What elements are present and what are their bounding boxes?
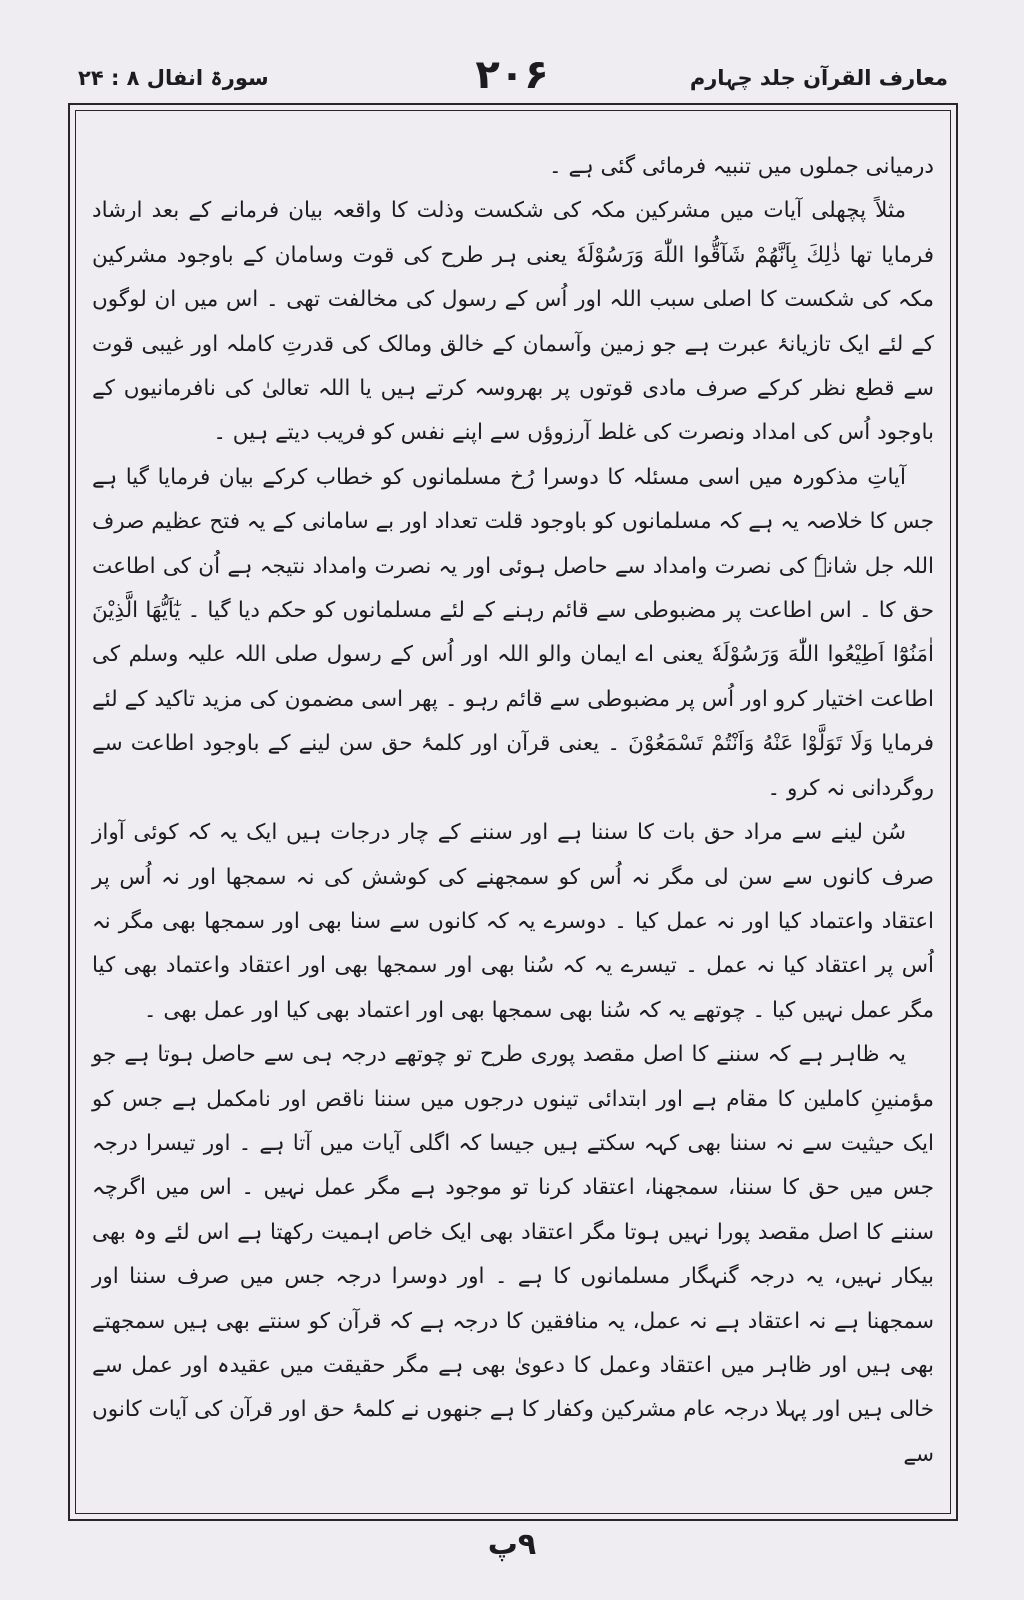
paragraph-4: سُن لینے سے مراد حق بات کا سننا ہے اور سننے کے چار درجات ہیں ایک یہ کہ کوئی آواز صرف کانوں سے سن لی مگر نہ اُس کو سمجھنے کی کوشش کی نہ سمجھا اور نہ اُس پر اعتقاد واعتماد کیا اور نہ عمل کیا ۔ دوسرے یہ کہ کانوں سے سنا بھی اور سمجھا بھی مگر نہ اُس پر اعتقاد کیا نہ عمل ۔ تیسرے یہ کہ سُنا بھی اور سمجھا بھی اور اعتقاد واعتماد بھی کیا مگر عمل نہیں کیا ۔ چوتھے یہ کہ سُنا بھی سمجھا بھی اور اعتماد بھی کیا اور عمل بھی ۔ xyxy=(92,820,934,1023)
paragraph-5: یہ ظاہر ہے کہ سننے کا اصل مقصد پوری طرح تو چوتھے درجہ ہی سے حاصل ہوتا ہے جو مؤمنینِ کاملین کا مقام ہے اور ابتدائی تینوں درجوں میں سننا ناقص اور نامکمل ہے جس کو ایک حیثیت سے نہ سننا بھی کہہ سکتے ہیں جیسا کہ اگلی آیات میں آتا ہے ۔ اور تیسرا درجہ جس میں حق کا سننا، سمجھنا، اعتقاد کرنا تو موجود ہے مگر عمل نہیں ۔ اس میں اگرچہ سننے کا اصل مقصد پورا نہیں ہوتا مگر اعتقاد بھی ایک خاص اہمیت رکھتا ہے اس لئے وہ بھی بیکار نہیں، یہ درجہ گنہگار مسلمانوں کا ہے ۔ اور دوسرا درجہ جس میں صرف سننا اور سمجھنا ہے نہ اعتقاد ہے نہ عمل، یہ منافقین کا درجہ ہے کہ قرآن کو سنتے بھی ہیں سمجھتے بھی ہیں اور ظاہر میں اعتقاد وعمل کا دعویٰ بھی ہے مگر حقیقت میں عقیدہ اور عمل سے خالی ہیں اور پہلا درجہ عام مشرکین وکفار کا ہے جنھوں نے کلمۂ حق اور قرآن کی آیات کانوں سے xyxy=(92,1042,934,1467)
page-header xyxy=(70,52,954,102)
surah-reference: سورۃ انفال ۸ : ۲۴ xyxy=(78,66,269,90)
body-text xyxy=(92,145,934,1477)
signature-mark: ۹پ xyxy=(487,1527,537,1562)
page-number: ۲۰۶ xyxy=(475,52,549,98)
paragraph-1: درمیانی جملوں میں تنبیہ فرمائی گئی ہے ۔ xyxy=(549,154,934,179)
paragraph-3: آیاتِ مذکورہ میں اسی مسئلہ کا دوسرا رُخ مسلمانوں کو خطاب کرکے بیان فرمایا گیا ہے جس کا خلاصہ یہ ہے کہ مسلمانوں کو باوجود قلت تعداد اور بے سامانی کے یہ فتح عظیم صرف اللہ جل شانہٗ کی نصرت وامداد سے حاصل ہوئی اور یہ نصرت وامداد نتیجہ ہے اُن کی اطاعت حق کا ۔ اس اطاعت پر مضبوطی سے قائم رہنے کے لئے مسلمانوں کو حکم دیا گیا ۔ يٰٓاَيُّهَا الَّذِيْنَ اٰمَنُوْٓا اَطِيْعُوا اللّٰهَ وَرَسُوْلَهٗ یعنی اے ایمان والو اللہ اور اُس کے رسول صلی اللہ علیہ وسلم کی اطاعت اختیار کرو اور اُس پر مضبوطی سے قائم رہو ۔ پھر اسی مضمون کی مزید تاکید کے لئے فرمایا وَلَا تَوَلَّوْا عَنْهُ وَاَنْتُمْ تَسْمَعُوْنَ ۔ یعنی قرآن اور کلمۂ حق سن لینے کے باوجود اطاعت سے روگردانی نہ کرو ۔ xyxy=(92,464,934,801)
paragraph-2: مثلاً پچھلی آیات میں مشرکین مکہ کی شکست وذلت کا واقعہ بیان فرمانے کے بعد ارشاد فرمایا تھا ذٰلِكَ بِاَنَّهُمْ شَآقُّوا اللّٰهَ وَرَسُوْلَهٗ یعنی ہر طرح کی قوت وسامان کے باوجود مشرکین مکہ کی شکست کا اصلی سبب اللہ اور اُس کے رسول کی مخالفت تھی ۔ اس میں ان لوگوں کے لئے ایک تازیانۂ عبرت ہے جو زمین وآسمان کے خالق ومالک کی قدرتِ کاملہ اور غیبی قوت سے قطع نظر کرکے صرف مادی قوتوں پر بھروسہ کرتے ہیں یا اللہ تعالیٰ کی نافرمانیوں کے باوجود اُس کی امداد ونصرت کی غلط آرزوؤں سے اپنے نفس کو فریب دیتے ہیں ۔ xyxy=(92,198,934,446)
book-title: معارف القرآن جلد چہارم xyxy=(689,66,948,90)
